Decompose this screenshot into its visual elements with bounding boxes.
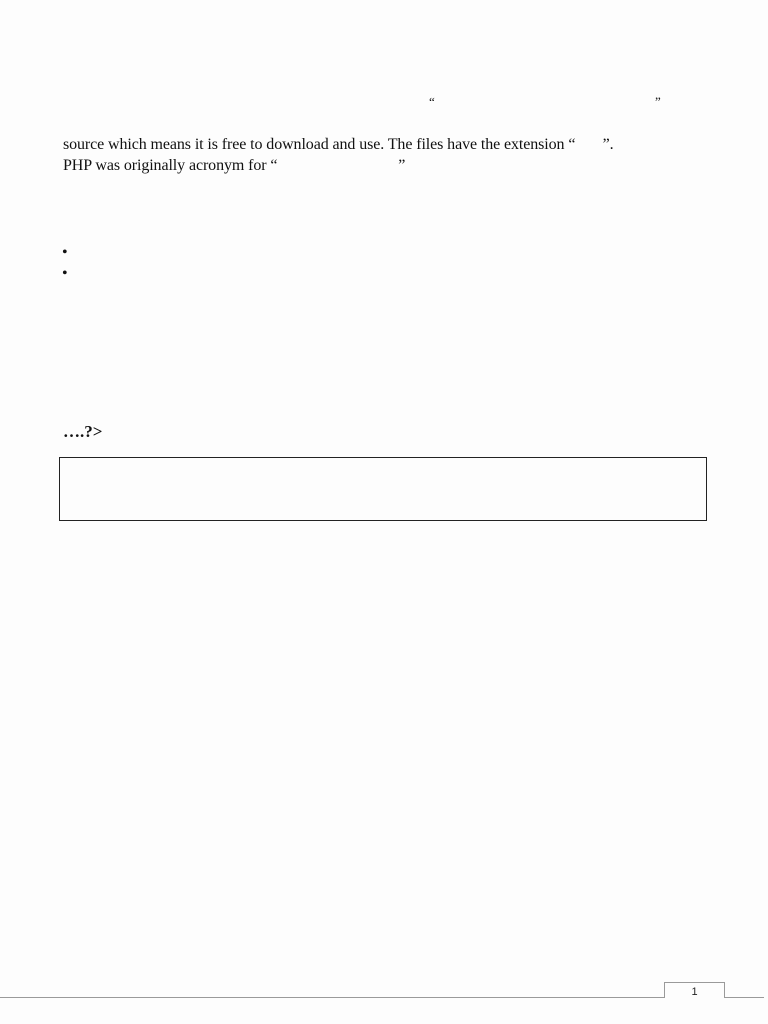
open-quote: “ [429, 94, 435, 109]
paragraph-line-2: PHP was originally acronym for “ ” [63, 157, 406, 174]
bullet-2: • [62, 265, 68, 282]
code-heading: ….?> [63, 422, 103, 441]
code-box [59, 457, 707, 521]
paragraph-line-1: source which means it is free to download and use. The files have the extension “ ”. [63, 136, 614, 153]
bullet-1: • [62, 244, 68, 261]
page-number: 1 [664, 982, 725, 998]
close-quote: ” [655, 94, 661, 109]
footer-divider [0, 997, 764, 998]
